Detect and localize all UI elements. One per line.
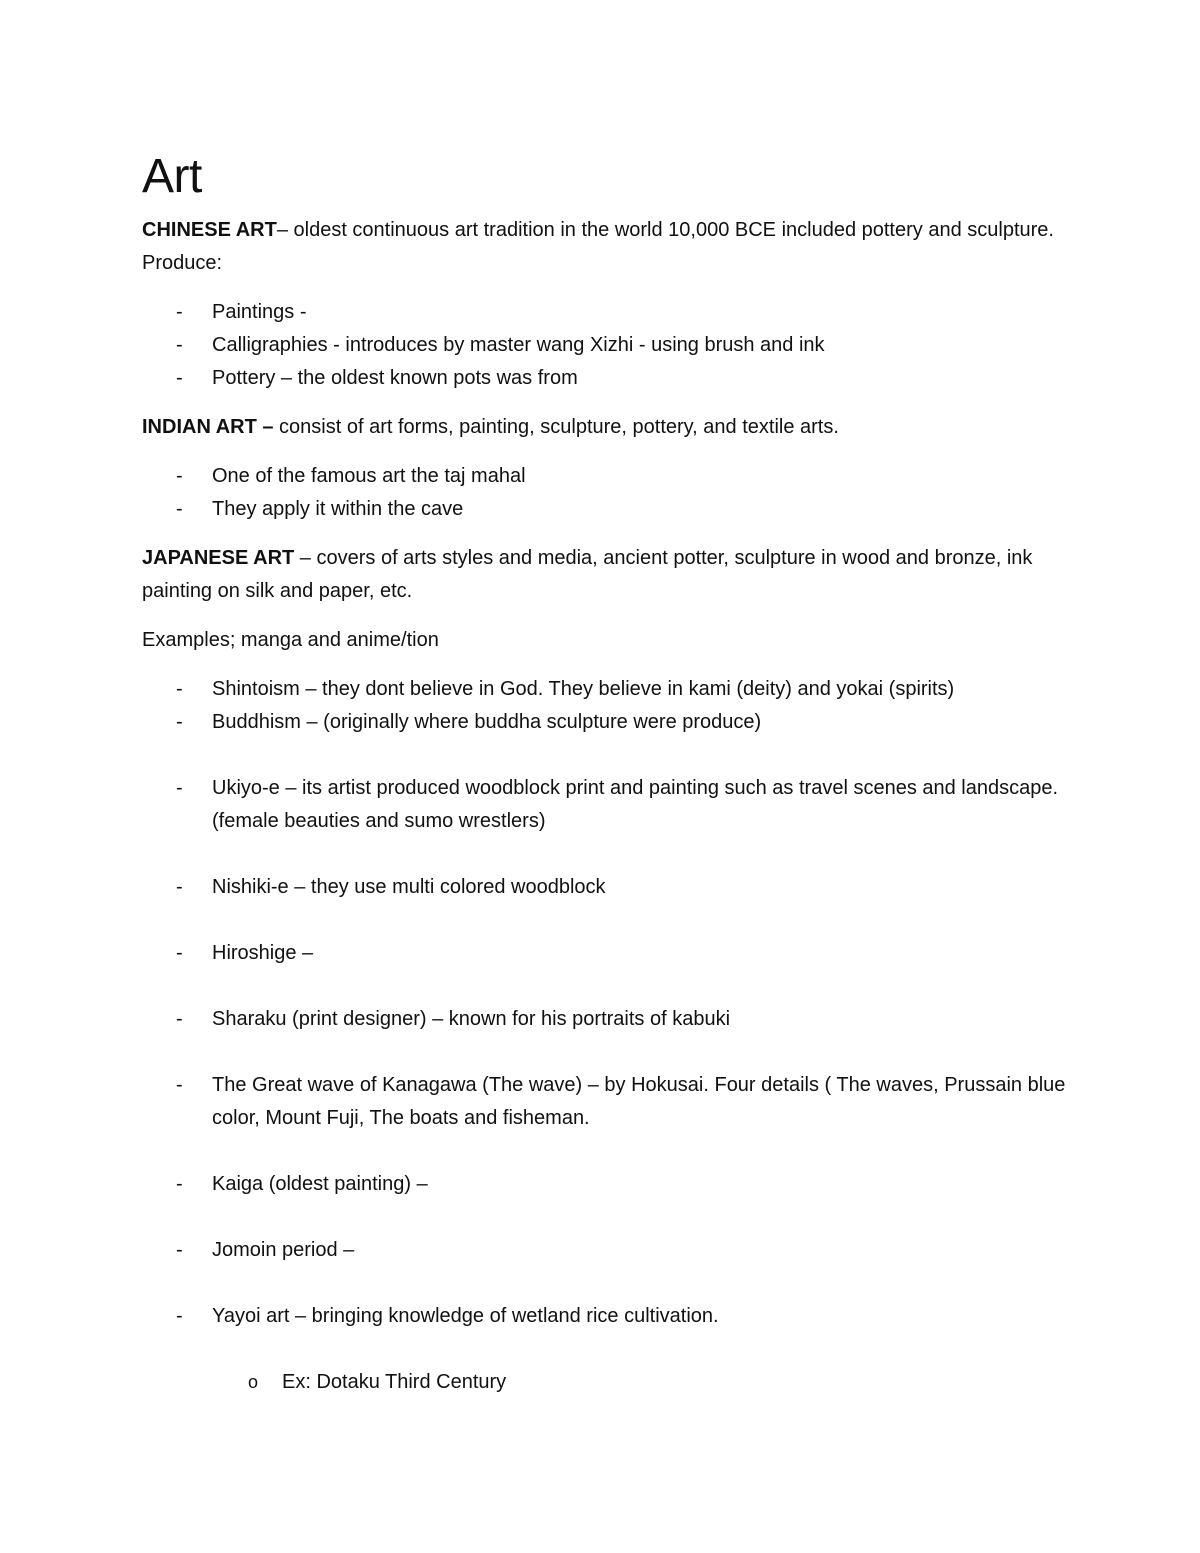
indian-art-text: consist of art forms, painting, sculpture, pottery, and textile arts. [273, 416, 839, 438]
list-item-text: Ukiyo-e – its artist produced woodblock print and painting such as travel scenes and landscape. (female beauties and sumo wrestlers) [212, 777, 1059, 832]
list-item-text: Buddhism – (originally where buddha sculpture were produce) [212, 711, 762, 733]
dash-bullet: - [176, 1008, 183, 1030]
dash-bullet: - [176, 876, 183, 898]
dash-bullet: - [176, 1305, 183, 1327]
dash-bullet: - [176, 678, 183, 700]
indian-art-paragraph [142, 411, 1082, 444]
list-item [142, 1003, 1082, 1036]
list-item [142, 1234, 1082, 1267]
dash-bullet: - [176, 942, 183, 964]
sub-list-item [142, 1366, 1082, 1399]
examples-paragraph: Examples; manga and anime/tion [142, 629, 439, 651]
list-item [142, 673, 1082, 706]
dash-bullet: - [176, 777, 183, 799]
list-item-text: Hiroshige – [212, 942, 314, 964]
list-item [142, 706, 1082, 739]
list-item [142, 493, 1082, 526]
dash-bullet: - [176, 367, 183, 389]
sub-list-item-text: Ex: Dotaku Third Century [282, 1371, 507, 1393]
list-item-text: Kaiga (oldest painting) – [212, 1173, 428, 1195]
list-item-text: Jomoin period – [212, 1239, 355, 1261]
list-item [142, 329, 1082, 362]
list-item-text: Calligraphies - introduces by master wang Xizhi - using brush and ink [212, 334, 825, 356]
japanese-art-paragraph [142, 542, 1082, 608]
dash-bullet: - [176, 301, 183, 323]
chinese-art-heading: CHINESE ART [142, 219, 277, 241]
circle-bullet: o [248, 1372, 259, 1392]
dash-bullet: - [176, 1173, 183, 1195]
list-item [142, 460, 1082, 493]
japanese-art-heading: JAPANESE ART [142, 547, 295, 569]
list-item-text: One of the famous art the taj mahal [212, 465, 526, 487]
chinese-art-paragraph [142, 214, 1082, 280]
yayoi-sub-list [142, 1366, 1082, 1399]
chinese-art-text: – oldest continuous art tradition in the world 10,000 BCE included pottery and sculpture. Produce: [142, 219, 1054, 274]
dash-bullet: - [176, 711, 183, 733]
list-item-text: Paintings - [212, 301, 307, 323]
list-item-text: They apply it within the cave [212, 498, 464, 520]
list-item-text: Nishiki-e – they use multi colored woodblock [212, 876, 606, 898]
indian-art-heading: INDIAN ART – [142, 416, 274, 438]
list-item [142, 362, 1082, 395]
document-page [142, 148, 1082, 1432]
dash-bullet: - [176, 334, 183, 356]
list-item-text: The Great wave of Kanagawa (The wave) – by Hokusai. Four details ( The waves, Prussain blue color, Mount Fuji, The boats and fisheman. [212, 1074, 1066, 1129]
list-item-text: Yayoi art – bringing knowledge of wetland rice cultivation. [212, 1305, 719, 1327]
indian-art-list [142, 460, 1082, 526]
dash-bullet: - [176, 1074, 183, 1096]
dash-bullet: - [176, 465, 183, 487]
list-item [142, 296, 1082, 329]
list-item [142, 772, 1082, 838]
list-item-text: Sharaku (print designer) – known for his portraits of kabuki [212, 1008, 731, 1030]
list-item [142, 1069, 1082, 1135]
list-item [142, 1168, 1082, 1201]
list-item-text: Pottery – the oldest known pots was from [212, 367, 578, 389]
list-item [142, 871, 1082, 904]
list-item-text: Shintoism – they dont believe in God. They believe in kami (deity) and yokai (spirits) [212, 678, 955, 700]
japanese-art-list [142, 673, 1082, 1399]
dash-bullet: - [176, 1239, 183, 1261]
chinese-art-list [142, 296, 1082, 395]
dash-bullet: - [176, 498, 183, 520]
list-item [142, 1300, 1082, 1399]
document-title: Art [142, 150, 202, 203]
japanese-art-text: – covers of arts styles and media, ancient potter, sculpture in wood and bronze, ink painting on silk and paper, etc. [142, 547, 1033, 602]
list-item [142, 937, 1082, 970]
